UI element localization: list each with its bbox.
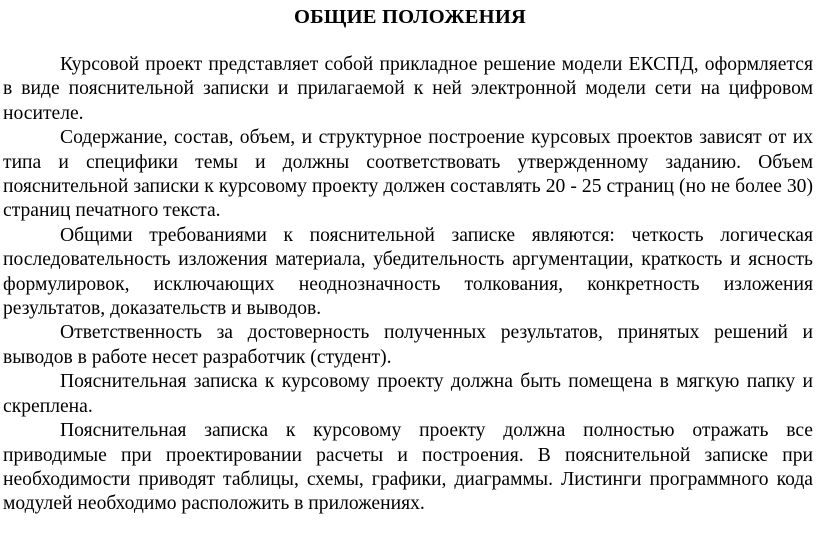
paragraph-calculations: Пояснительная записка к курсовому проекту должна полностью отражать все приводимые при проектировании расчеты и построения. В пояснительной записке при необходимости приводят таблицы, схемы, графики, диаграммы. Листинги программного кода модулей необходимо расположить в приложениях. [3,420,813,515]
paragraph-requirements: Общими требованиями к пояснительной записке являются: четкость логическая последовательность изложения материала, убедительность аргументации, краткость и ясность формулировок, исключающих неоднозначность толкования, конкретность изложения результатов, доказательств и выводов. [3,224,813,320]
paragraph-responsibility: Ответственность за достоверность полученных результатов, принятых решений и выводов в работе несет разработчик (студент). [3,322,813,368]
page-title: ОБЩИЕ ПОЛОЖЕНИЯ [294,6,526,28]
paragraph-intro: Курсовой проект представляет собой прикладное решение модели ЕКСПД, оформляется в виде пояснительной записки и прилагаемой к ней электронной модели сети на цифровом носителе. [3,54,813,124]
paragraph-binding: Пояснительная записка к курсовому проекту должна быть помещена в мягкую папку и скреплена. [3,371,813,417]
paragraph-content-volume: Содержание, состав, объем, и структурное построение курсовых проектов зависят от их типа и специфики темы и должны соответствовать утвержденному заданию. Объем пояснительной записки к курсовому проекту должен составлять 20 - 25 страниц (но не более 30) страниц печатного текста. [3,127,813,222]
document-body [3,53,813,517]
